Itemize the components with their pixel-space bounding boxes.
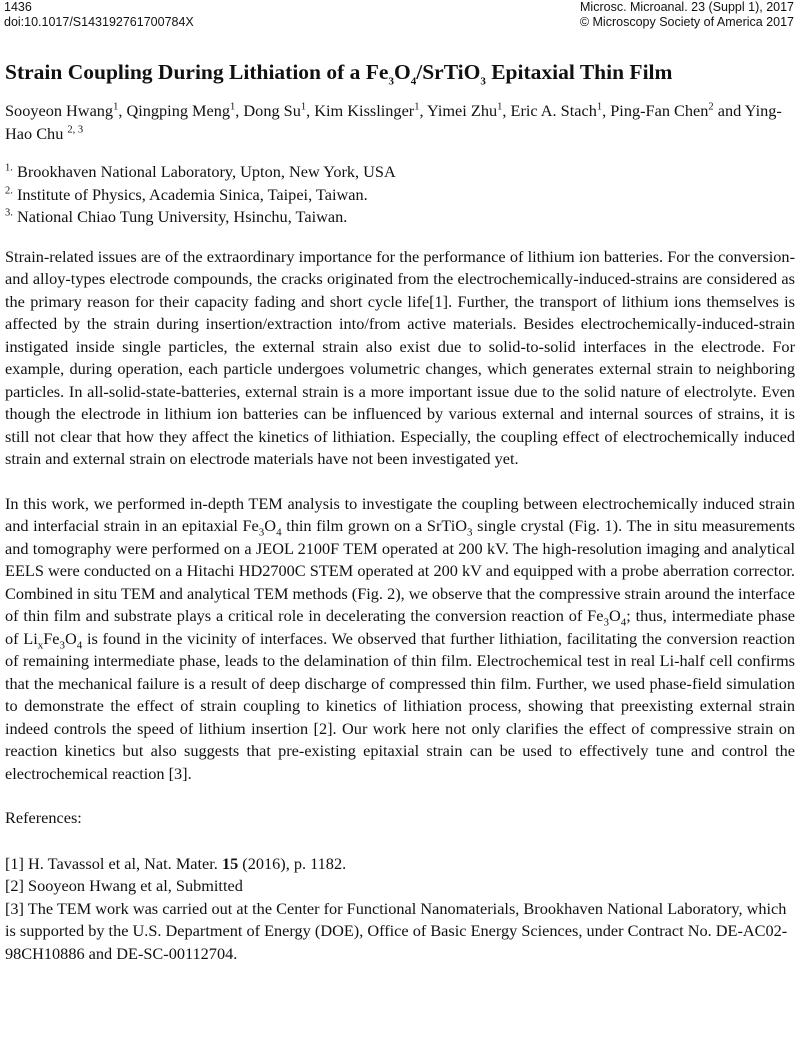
reference-volume: 15 bbox=[221, 853, 239, 873]
affiliation-item bbox=[5, 206, 795, 229]
author-affiliation: 1 bbox=[596, 101, 603, 113]
paper-title bbox=[5, 58, 795, 86]
reference-text: [1] H. Tavassol et al, Nat. Mater. bbox=[5, 853, 222, 873]
author-affiliation: 1 bbox=[300, 101, 307, 113]
title-sub: 4 bbox=[410, 75, 417, 88]
text-run: O bbox=[65, 628, 77, 648]
title-text: Strain Coupling During Lithiation of a Fe bbox=[5, 60, 389, 84]
affiliation-number: 3. bbox=[5, 207, 13, 219]
subscript: x bbox=[37, 638, 44, 651]
author-affiliation: 2 bbox=[708, 101, 714, 113]
subscript: 3 bbox=[59, 638, 66, 651]
text-run: is found in the vicinity of interfaces. We observed that further lithiation, facilitating the conversion reaction of remaining intermediate phase, leads to the delamination of thin film. Electrochemical test in real Li-half cell confirms that the mechanical failure is a result of deep discharge of compressed thin film. Further, we used phase-field simulation to demonstrate the effect of strain coupling to kinetics of lithiation process, showing that preexisting external strain indeed controls the speed of lithium insertion [2]. Our work here not only clarifies the effect of compressive strain on reaction kinetics but also suggests that pre-existing epitaxial strain can be used to effectively tune and control the electrochemical reaction [3]. bbox=[5, 628, 795, 783]
author-and: and bbox=[717, 101, 742, 120]
text-run: single crystal (Fig. 1). The in situ measurements and tomography were performed on a JEOL 2100F TEM operated at 200 kV. The high-resolution imaging and analytical EELS were conducted on a Hitachi HD2700C STEM operated at 200 kV and equipped with a probe aberration corrector. Combined in situ TEM and analytical TEM methods (Fig. 2), we observe that the compressive strain around the interface of thin film and substrate plays a critical role in decelerating the conversion reaction of Fe bbox=[5, 516, 796, 625]
affiliation-number: 2. bbox=[5, 185, 13, 197]
text-run: ; thus, intermediate phase of Li bbox=[5, 606, 795, 648]
subscript: 4 bbox=[620, 616, 627, 629]
paragraph-methods-results bbox=[5, 493, 795, 786]
affiliation-item bbox=[5, 184, 795, 207]
reference-text: [2] Sooyeon Hwang et al, Submitted bbox=[5, 876, 243, 895]
text-run: O bbox=[608, 606, 621, 625]
copyright: © Microscopy Society of America 2017 bbox=[579, 15, 794, 29]
affiliation-item bbox=[5, 161, 795, 184]
title-sub: 3 bbox=[388, 75, 394, 88]
subscript: 4 bbox=[76, 638, 83, 651]
affiliation-text: National Chiao Tung University, Hsinchu, Taiwan. bbox=[16, 207, 348, 226]
text-run: O bbox=[264, 516, 277, 535]
header-left bbox=[4, 0, 194, 30]
title-text: O bbox=[393, 60, 411, 84]
affiliation-text: Brookhaven National Laboratory, Upton, New York, USA bbox=[16, 162, 396, 181]
author-name: Kim Kisslinger bbox=[314, 101, 415, 120]
affiliation-list bbox=[5, 161, 795, 229]
affiliation-text: Institute of Physics, Academia Sinica, Taipei, Taiwan. bbox=[16, 184, 368, 204]
title-sub: 3 bbox=[480, 75, 486, 88]
reference-item bbox=[5, 898, 795, 966]
reference-list bbox=[5, 853, 795, 966]
author-name: Dong Su bbox=[243, 101, 301, 120]
text-run: Fe bbox=[43, 628, 60, 648]
title-text: Epitaxial Thin Film bbox=[485, 60, 673, 84]
journal-citation: Microsc. Microanal. 23 (Suppl 1), 2017 bbox=[580, 0, 794, 14]
subscript: 3 bbox=[467, 526, 473, 539]
subscript: 3 bbox=[258, 526, 265, 539]
reference-text: (2016), p. 1182. bbox=[238, 853, 347, 873]
author-affiliation: 2, 3 bbox=[67, 124, 84, 136]
author-affiliation: 1 bbox=[497, 101, 503, 113]
header-right bbox=[580, 0, 794, 30]
author-name: Sooyeon Hwang bbox=[5, 101, 114, 120]
author-list: Sooyeon Hwang$^1$, Qingping Meng$^1$, Dong Su$^1$, Kim Kisslinger$^1$, Yimei Zhu$^1$, Eric A. Stach$^1$, Ping-Fan Chen$^2$ and Ying-Hao Chu $^{2, 3}$ bbox=[5, 101, 782, 143]
reference-item bbox=[5, 853, 795, 876]
paragraph-introduction: Strain-related issues are of the extraordinary importance for the performance of lithium ion batteries. For the conversion- and alloy-types electrode compounds, the cracks originated from the electrochemically-induced-strains are considered as the primary reason for their capacity fading and short cycle life[1]. Further, the transport of lithium ions themselves is affected by the strain during insertion/extraction into/from active materials. Besides electrochemically-induced-strain instigated inside single particles, the external strain also exist due to solid-to-solid interfaces in the electrode. For example, during operation, each particle undergoes volumetric changes, which generates external strain to neighboring particles. In all-solid-state-batteries, external strain is a more important issue due to the solid nature of electrolyte. Even though the electrode in lithium ion batteries can be influenced by various external and internal sources of strains, it is still not clear that how they affect the kinetics of lithiation. Especially, the coupling effect of electrochemically induced strain and external strain on electrode materials have not been investigated yet. bbox=[5, 246, 795, 468]
text-run: In this work, we performed in-depth TEM analysis to investigate the coupling between electrochemically induced strain and interfacial strain in an epitaxial Fe bbox=[5, 493, 795, 535]
paper-body bbox=[5, 58, 795, 965]
reference-text: [3] The TEM work was carried out at the Center for Functional Nanomaterials, Brookhaven National Laboratory, which is supported by the U.S. Department of Energy (DOE), Office of Basic Energy Sciences, under Contract No. DE-AC02- 98CH10886 and DE-SC-00112704. bbox=[5, 898, 788, 963]
author-name: Eric A. Stach bbox=[510, 101, 597, 120]
title-text: /SrTiO bbox=[416, 60, 481, 84]
doi: doi:10.1017/S143192761700784X bbox=[4, 15, 194, 29]
subscript: 4 bbox=[276, 526, 282, 539]
author-affiliation: 1 bbox=[113, 101, 119, 113]
author-name: Ying-Hao Chu bbox=[5, 101, 782, 143]
author-name: Qingping Meng bbox=[126, 101, 231, 120]
author-name: Ping-Fan Chen bbox=[610, 101, 709, 120]
affiliation-number: 1. bbox=[5, 162, 13, 174]
author-affiliation: 1 bbox=[230, 101, 236, 113]
page-number: 1436 bbox=[4, 0, 32, 14]
author-name: Yimei Zhu bbox=[427, 101, 498, 120]
references-heading: References: bbox=[5, 808, 82, 827]
reference-item bbox=[5, 875, 795, 898]
author-affiliation: 1 bbox=[414, 101, 420, 113]
text-run: thin film grown on a SrTiO bbox=[281, 516, 468, 535]
subscript: 3 bbox=[603, 616, 609, 629]
